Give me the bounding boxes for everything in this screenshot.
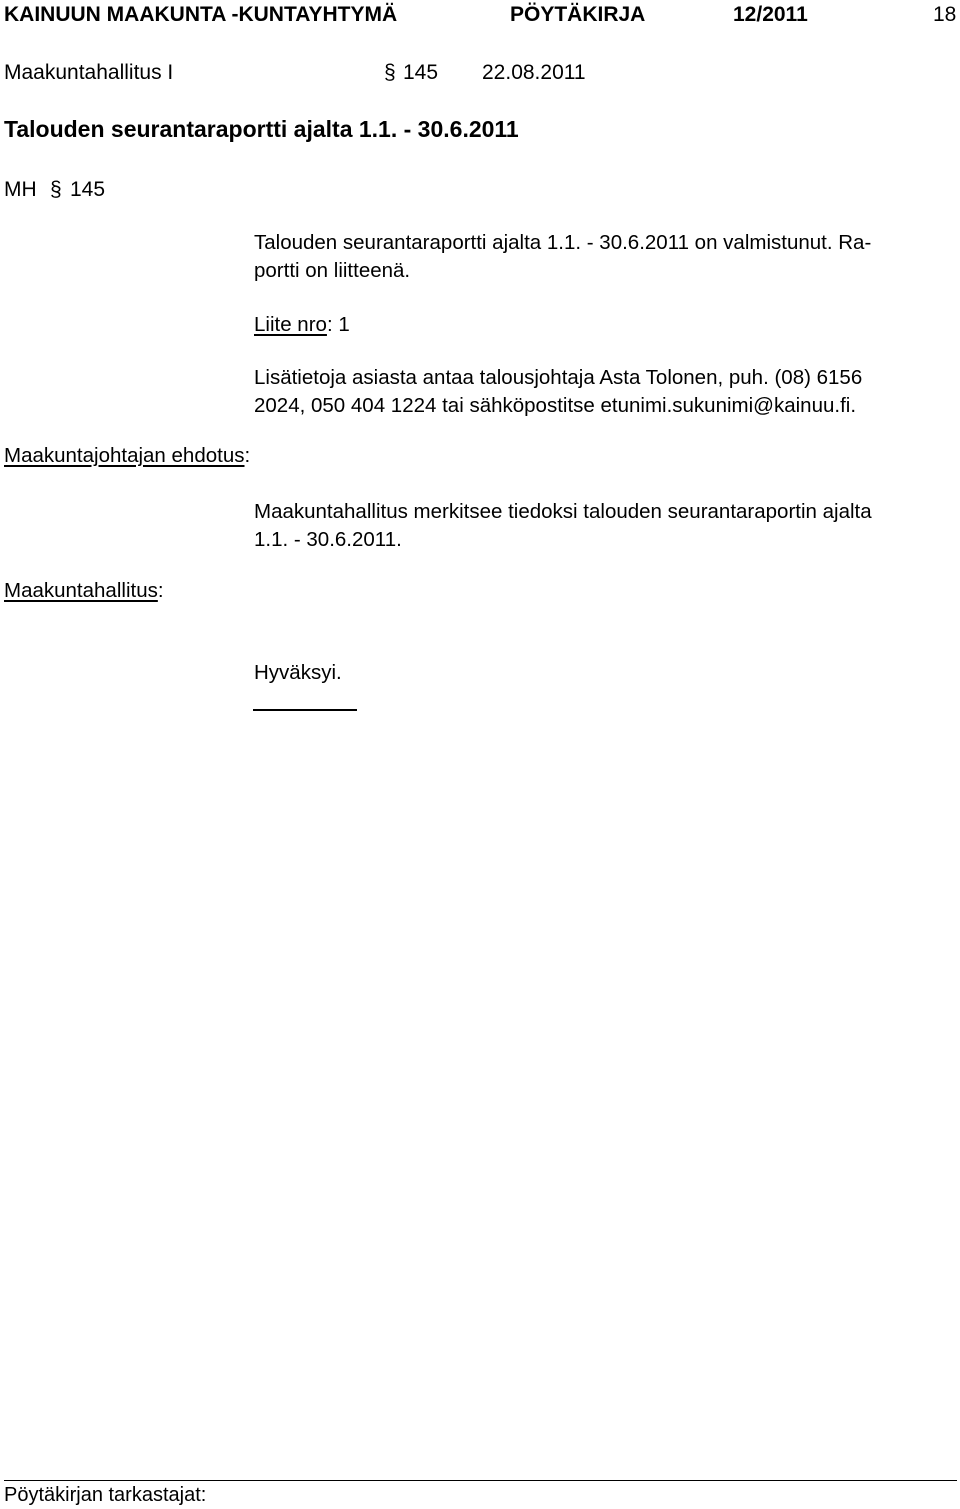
proposal-label	[4, 444, 250, 468]
organization-name: KAINUUN MAAKUNTA -KUNTAYHTYMÄ	[4, 3, 398, 26]
item-title: Talouden seurantaraportti ajalta 1.1. - 30.6.2011	[4, 116, 519, 142]
intro-line-1: Talouden seurantaraportti ajalta 1.1. - 30.6.2011 on valmistunut. Ra-	[254, 231, 872, 254]
decision-label	[4, 579, 164, 603]
contact-info-paragraph	[254, 364, 862, 420]
proposal-label-text: Maakuntajohtajan ehdotus	[4, 444, 245, 467]
mh-number: 145	[70, 178, 106, 201]
attachment-reference	[254, 311, 350, 339]
mh-section-symbol: §	[50, 178, 62, 201]
proposal-line-2: 1.1. - 30.6.2011.	[254, 528, 402, 551]
attachment-label: Liite nro	[254, 313, 327, 336]
proposal-paragraph	[254, 498, 872, 554]
decision-label-text: Maakuntahallitus	[4, 579, 158, 602]
section-number: 145	[403, 61, 439, 84]
decision-underline	[253, 709, 357, 711]
section-symbol: §	[384, 61, 396, 84]
proposal-label-colon: :	[244, 444, 251, 467]
document-type: PÖYTÄKIRJA	[510, 3, 646, 26]
intro-line-2: portti on liitteenä.	[254, 259, 411, 282]
intro-paragraph	[254, 229, 871, 285]
info-line-1: Lisätietoja asiasta antaa talousjohtaja Asta Tolonen, puh. (08) 6156	[254, 366, 863, 389]
attachment-value: : 1	[326, 313, 350, 336]
info-line-2: 2024, 050 404 1224 tai sähköpostitse etunimi.sukunimi@kainuu.fi.	[254, 394, 857, 417]
footer-divider	[4, 1480, 957, 1481]
meeting-body: Maakuntahallitus I	[4, 61, 174, 84]
meeting-date: 22.08.2011	[482, 61, 586, 84]
document-number: 12/2011	[733, 3, 808, 26]
mh-label: MH	[4, 178, 37, 201]
footer-label: Pöytäkirjan tarkastajat:	[4, 1484, 207, 1506]
decision-text: Hyväksyi.	[254, 661, 342, 684]
page-number: 18	[933, 3, 957, 26]
decision-label-colon: :	[157, 579, 164, 602]
proposal-line-1: Maakuntahallitus merkitsee tiedoksi talouden seurantaraportin ajalta	[254, 500, 872, 523]
